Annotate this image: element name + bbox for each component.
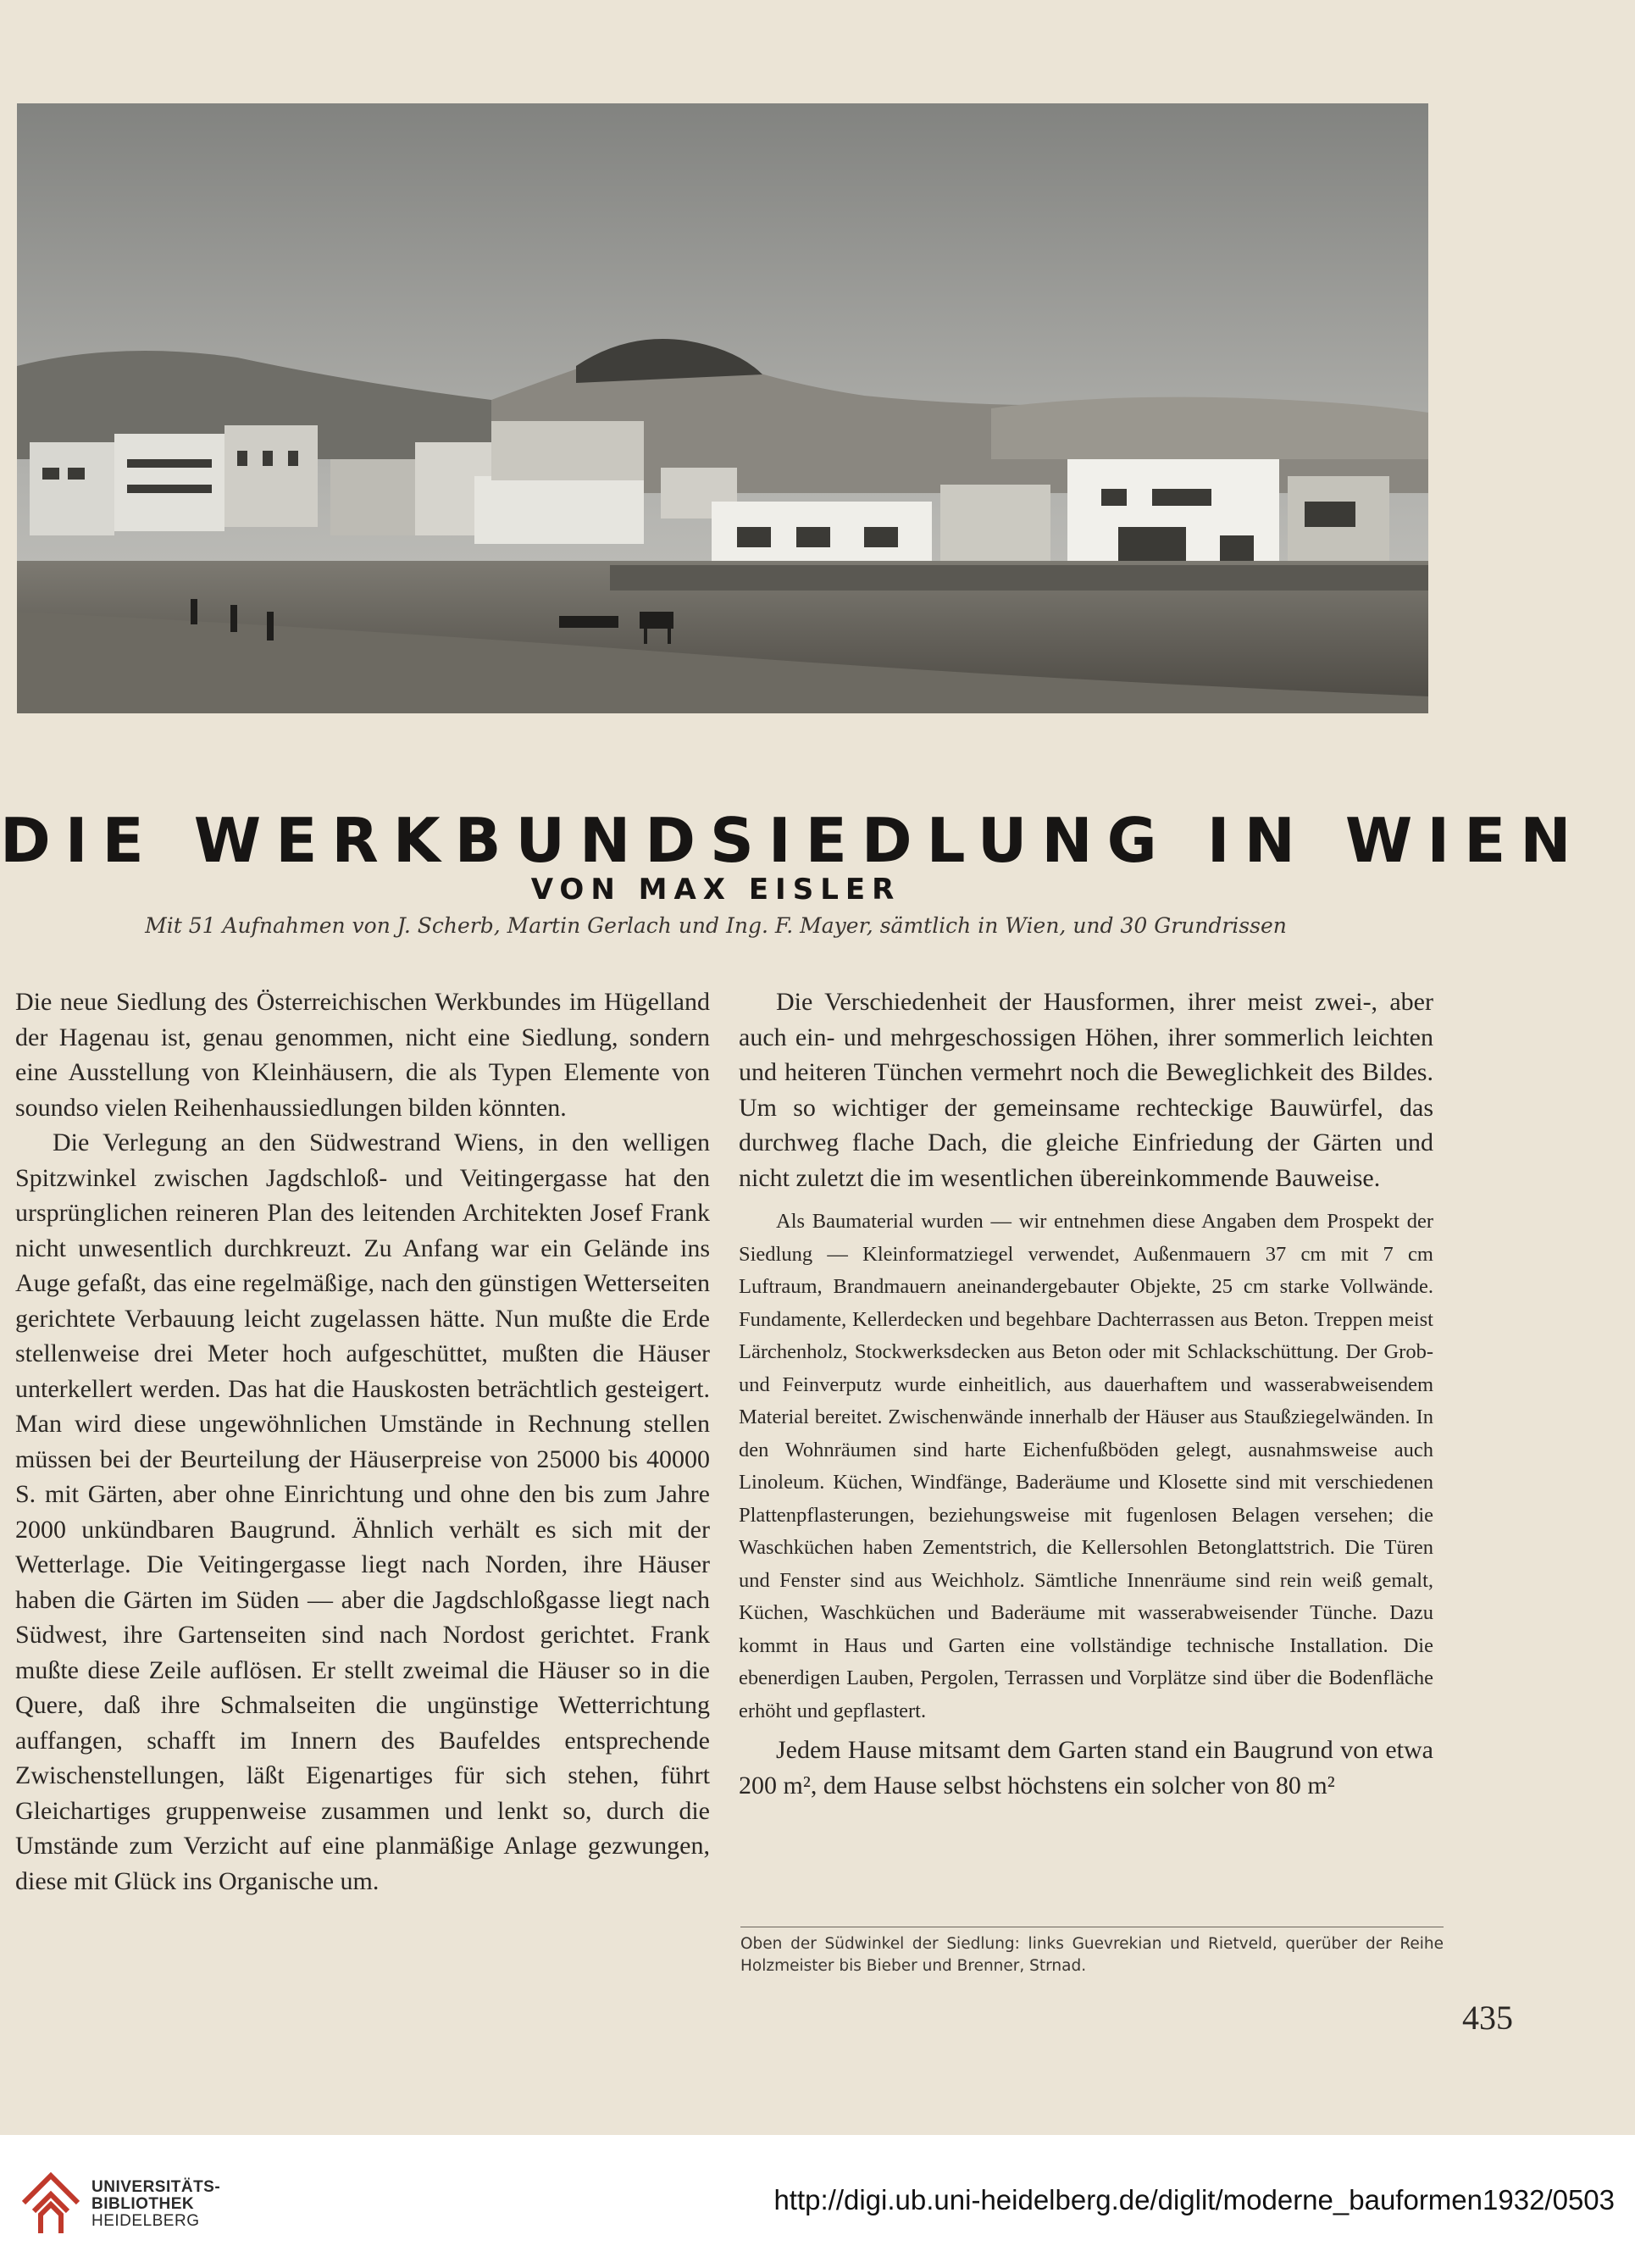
photo-caption: Oben der Südwinkel der Siedlung: links Guevrekian und Rietveld, querüber der Reihe Holzmeister bis Bieber und Brenner, Strnad. (740, 1935, 1444, 1975)
left-column (15, 984, 710, 1899)
institution-line-1: UNIVERSITÄTS- (91, 2178, 221, 2196)
institution-line-2: BIBLIOTHEK (91, 2195, 195, 2213)
page-number: 435 (1462, 1999, 1513, 2037)
institution-line-3: HEIDELBERG (91, 2212, 200, 2230)
right-paragraph-1: Die Verschiedenheit der Hausformen, ihrer meist zwei-, aber auch ein- und mehrgeschossigen Höhen, ihrer sommerlich leichten und heiteren Tünchen vermehrt noch die Beweglichkeit des Bildes. Um so wichtiger der gemeinsame rechteckige Bauwürfel, das durchweg flache Dach, die gleiche Einfriedung der Gärten und nicht zuletzt die im wesentlichen übereinkommende Bauweise. (739, 988, 1433, 1192)
right-column (739, 984, 1433, 1803)
institution-name (91, 2179, 220, 2230)
article-title: DIE WERKBUNDSIEDLUNG IN WIEN (0, 805, 1586, 876)
left-paragraph-1: Die neue Siedlung des Österreichischen Werkbundes im Hügelland der Hagenau ist, genau genommen, nicht eine Siedlung, sondern eine Ausstellung von Kleinhäusern, die als Typen Elemente von soundso vielen Reihenhaussiedlungen bilden könnten. (15, 988, 710, 1122)
photo-credits: Mit 51 Aufnahmen von J. Scherb, Martin Gerlach und Ing. F. Mayer, sämtlich in Wien, und 30 Grundrissen (145, 913, 1287, 938)
ub-heidelberg-logo-icon (19, 2167, 85, 2237)
right-paragraph-3: Jedem Hause mitsamt dem Garten stand ein Baugrund von etwa 200 m², dem Hause selbst höchstens ein solcher von 80 m² (739, 1736, 1433, 1799)
left-paragraph-2: Die Verlegung an den Südwestrand Wiens, in den welligen Spitzwinkel zwischen Jagdschloß- und Veitingergasse hat den ursprünglichen reineren Plan des leitenden Architekten Josef Frank nicht unwesentlich durchkreuzt. Zu Anfang war ein Gelände ins Auge gefaßt, das eine regelmäßige, nach den günstigen Wetterseiten gerichtete Verbauung leicht zugelassen hätte. Nun mußte die Erde stellenweise drei Meter hoch aufgeschüttet, mußten die Häuser unterkellert werden. Das hat die Hauskosten beträchtlich gesteigert. Man wird diese ungewöhnlichen Umstände in Rechnung stellen müssen bei der Beurteilung der Häuserpreise von 25000 bis 40000 S. mit Gärten, aber ohne Einrichtung und ohne den bis zum Jahre 2000 unkündbaren Baugrund. Ähnlich verhält es sich mit der Wetterlage. Die Veitingergasse liegt nach Norden, ihre Häuser haben die Gärten im Süden — aber die Jagdschloßgasse liegt nach Südwest, ihre Gartenseiten sind nach Nordost gerichtet. Frank mußte diese Zeile auflösen. Er stellt zweimal die Häuser so in die Quere, daß ihre Schmalseiten die ungünstige Wetterrichtung auffangen, schafft im Innern des Baufeldes entsprechende Zwischenstellungen, läßt Eigenartiges für sich stehen, führt Gleichartiges gruppenweise zusammen und lenkt so, durch die Umstände zum Verzicht auf eine planmäßige Anlage gezwungen, diese mit Glück ins Organische um. (15, 1128, 710, 1895)
right-paragraph-2: Als Baumaterial wurden — wir entnehmen diese Angaben dem Prospekt der Siedlung — Kleinformatziegel verwendet, Außenmauern 37 cm mit 7 cm Luftraum, Brandmauern aneinandergebauter Objekte, 25 cm starke Vollwände. Fundamente, Kellerdecken und begehbare Dachterrassen aus Beton. Treppen meist Lärchenholz, Stockwerksdecken aus Beton oder mit Schlackschüttung. Der Grob- und Feinverputz wurde einheitlich, aus dauerhaftem und wasserabweisendem Material bereitet. Zwischenwände innerhalb der Häuser aus Staußziegelwänden. In den Wohnräumen sind harte Eichenfußböden gelegt, ausnahmsweise auch Linoleum. Küchen, Windfänge, Baderäume und Klosette sind mit verschiedenen Plattenpflasterungen, beziehungsweise mit fugenlosen Belagen versehen; die Waschküchen haben Zementstrich, die Kellersohlen Betonglattstrich. Die Türen und Fenster sind aus Weichholz. Sämtliche Innenräume sind rein weiß gemalt, Küchen, Waschküchen und Baderäume mit wasserabweisender Tünche. Dazu kommt in Haus und Garten eine vollständige technische Installation. Die ebenerdigen Lauben, Pergolen, Terrassen und Vorplätze sind über die Bodenfläche erhöht und gepflastert. (739, 1210, 1433, 1722)
article-byline: VON MAX EISLER (530, 873, 901, 907)
document-url[interactable]: http://digi.ub.uni-heidelberg.de/diglit/moderne_bauformen1932/0503 (773, 2184, 1615, 2215)
photo-image (17, 103, 1428, 713)
settlement-photograph (17, 103, 1428, 713)
library-footer (0, 2135, 1635, 2268)
